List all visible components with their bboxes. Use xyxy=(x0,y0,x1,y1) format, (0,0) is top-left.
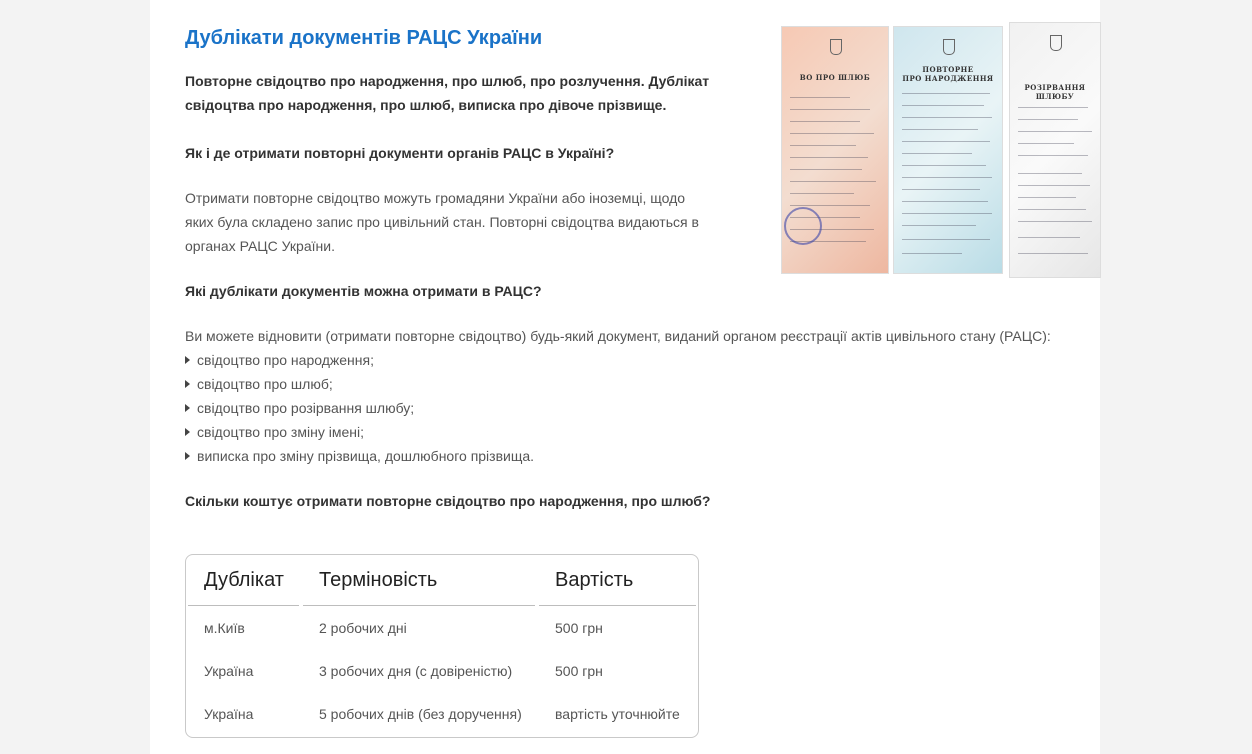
paragraph-who-can-get: Отримати повторне свідоцтво можуть громадяни України або іноземці, щодо яких була складено запис про цивільний стан. Повторні свідоцтва видаються в органах РАЦС України. xyxy=(185,190,699,254)
cell-urgency: 2 робочих дні xyxy=(319,620,407,636)
cell-urgency: 3 робочих дня (с довіреністю) xyxy=(319,663,513,679)
cell-price: 500 грн xyxy=(555,620,603,636)
trident-emblem-icon xyxy=(830,39,842,55)
cell-location: Україна xyxy=(204,706,254,722)
certificate-caption: РОЗІРВАННЯ ШЛЮБУ xyxy=(1024,83,1086,101)
bullet-arrow-icon xyxy=(185,380,190,388)
list-item xyxy=(185,348,534,372)
question-price: Скільки коштує отримати повторне свідоцтво про народження, про шлюб? xyxy=(185,493,711,509)
header-divider xyxy=(539,605,696,606)
list-item-label: свідоцтво про зміну імені; xyxy=(197,424,364,440)
seal-stamp-icon xyxy=(784,207,822,245)
divorce-certificate-image xyxy=(1009,22,1101,278)
page-title: Дублікати документів РАЦС України xyxy=(185,27,543,49)
cell-location: м.Київ xyxy=(204,620,245,636)
list-item-label: свідоцтво про народження; xyxy=(197,352,374,368)
marriage-certificate-image xyxy=(781,26,889,274)
bullet-arrow-icon xyxy=(185,404,190,412)
list-item xyxy=(185,372,534,396)
header-divider xyxy=(188,605,299,606)
trident-emblem-icon xyxy=(943,39,955,55)
list-item-label: свідоцтво про розірвання шлюбу; xyxy=(197,400,415,416)
question-which-duplicates: Які дублікати документів можна отримати в РАЦС? xyxy=(185,283,542,299)
list-item xyxy=(185,420,534,444)
cell-urgency: 5 робочих днів (без доручення) xyxy=(319,706,522,722)
cell-price: 500 грн xyxy=(555,663,603,679)
bullet-arrow-icon xyxy=(185,356,190,364)
header-divider xyxy=(303,605,535,606)
paragraph-restore-any: Ви можете відновити (отримати повторне свідоцтво) будь-який документ, виданий органом реєстрації актів цивільного стану (РАЦС): xyxy=(185,328,1051,344)
bullet-arrow-icon xyxy=(185,452,190,460)
certificates-image xyxy=(781,22,1101,278)
birth-certificate-image xyxy=(893,26,1003,274)
list-item-label: виписка про зміну прізвища, дошлюбного прізвища. xyxy=(197,448,535,464)
certificate-caption: ВО ПРО ШЛЮБ xyxy=(799,73,871,82)
certificate-caption: ПРО НАРОДЖЕННЯ xyxy=(902,74,994,83)
intro-text: Повторне свідоцтво про народження, про шлюб, про розлучення. Дублікат свідоцтва про народження, про шлюб, виписка про дівоче прізвище. xyxy=(185,73,710,113)
certificate-top-caption: ПОВТОРНЕ xyxy=(922,65,974,74)
column-header-duplicate: Дублікат xyxy=(204,569,284,591)
list-item xyxy=(185,444,534,468)
article-card xyxy=(150,0,1100,754)
price-table xyxy=(185,554,699,738)
cell-location: Україна xyxy=(204,663,254,679)
bullet-arrow-icon xyxy=(185,428,190,436)
trident-emblem-icon xyxy=(1050,35,1062,51)
documents-list xyxy=(185,348,534,468)
question-how-where: Як і де отримати повторні документи органів РАЦС в Україні? xyxy=(185,145,615,161)
list-item-label: свідоцтво про шлюб; xyxy=(197,376,333,392)
cell-price: вартість уточнюйте xyxy=(555,706,680,722)
column-header-urgency: Терміновість xyxy=(319,569,438,591)
list-item xyxy=(185,396,534,420)
column-header-price: Вартість xyxy=(555,569,634,591)
